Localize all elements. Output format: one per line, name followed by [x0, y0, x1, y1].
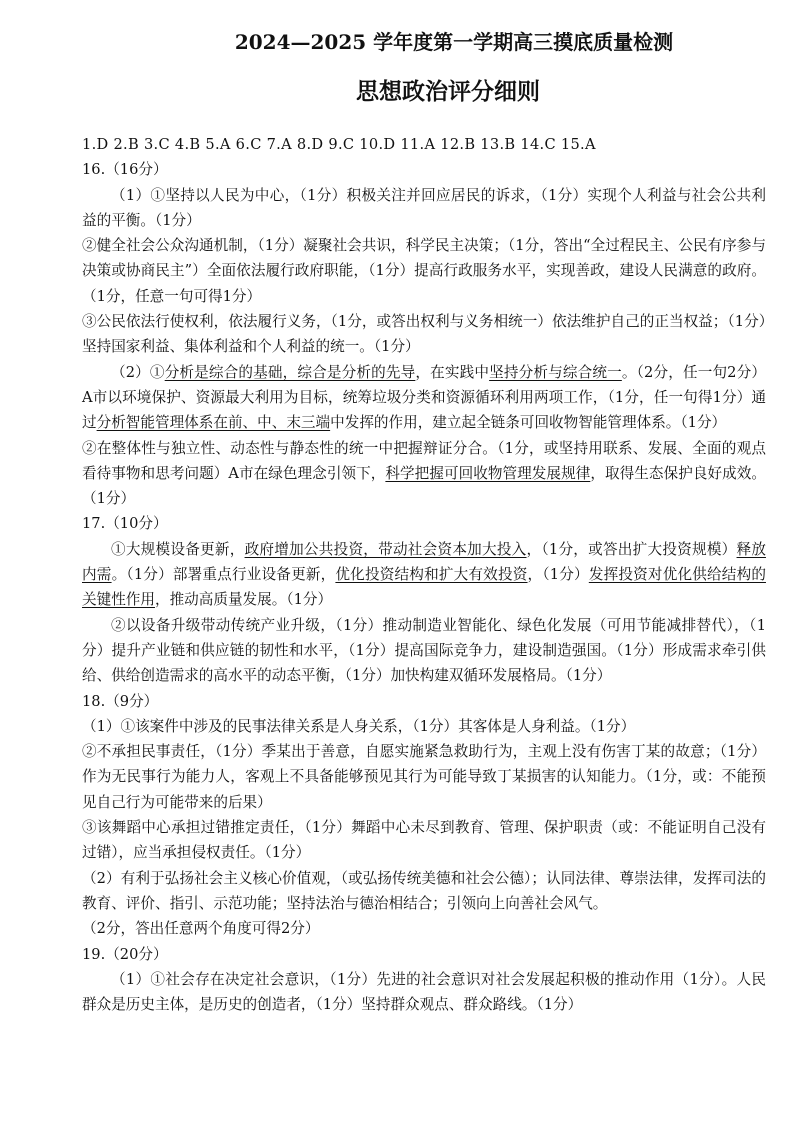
q16-p5-underline-1: 科学把握可回收物管理发展规律	[385, 464, 591, 482]
q18-part2: （2）有利于弘扬社会主义核心价值观，（或弘扬传统美德和社会公德）；认同法律、尊崇法律，发挥司法的教育、评价、指引、示范功能；坚持法治与德治相结合；引领向上向善社会风气。	[82, 869, 766, 912]
q18-part1-point3: ③该舞蹈中心承担过错推定责任，（1分）舞蹈中心未尽到教育、管理、保护职责（或：不能证明自己没有过错），应当承担侵权责任。（1分）	[82, 819, 766, 862]
q16-p4-underline-3: 分析智能管理体系在前、中、末三端	[96, 414, 331, 432]
q17-p1-text-e: ，推动高质量发展。（1分）	[154, 591, 333, 609]
q18-part1-point1: （1）①该案件中涉及的民事法律关系是人身关系，（1分）其客体是人身利益。（1分）	[82, 717, 636, 735]
q18-part2-scoring-note: （2分，答出任意两个角度可得2分）	[82, 920, 320, 938]
q16-p5-text-a: ②在整体性与独立性、动态性与静态性的统一中把握辩证分合。（1分，或坚持用联系、发展、全面的观点看待事物和思考问题）A市在绿色理念引领下，	[82, 439, 766, 482]
q16-p4-underline-2: 坚持分析与综合统一	[489, 363, 622, 381]
q16-p4-text-c: 。（2分，任一句2分）A市以环境保护、资源最大利用为目标，统筹垃圾分类和资源循环利用两项工作，（1分，任一句得1分）通过	[82, 363, 766, 432]
q17-heading: 17.（10分）	[82, 515, 168, 533]
q17-p1-text-a: ①大规模设备更新，	[111, 540, 245, 558]
q16-part1-point2: ②健全社会公众沟通机制，（1分）凝聚社会共识，科学民主决策；（1分，答出“全过程民主、公民有序参与决策或协商民主”）全面依法履行政府职能，（1分）提高行政服务水平，实现善政，建设人民满意的政府。（1分，任意一句可得1分）	[82, 237, 766, 305]
q16-part2-point2	[82, 436, 766, 512]
q17-p1-text-d: ，（1分）	[527, 566, 589, 584]
q16-p5-text-b: ，取得生态保护良好成效。（1分）	[82, 464, 766, 508]
q16-heading: 16.（16分）	[82, 161, 168, 179]
q17-p1-underline-1: 政府增加公共投资，带动社会资本加大投入	[244, 540, 527, 558]
page-subtitle: 思想政治评分细则	[356, 78, 540, 105]
q17-p1-underline-2: 释放内需	[82, 540, 766, 584]
q16-p4-text-d: 中发挥的作用，建立起全链条可回收物智能管理体系。（1分）	[330, 414, 727, 432]
q18-part1-point2: ②不承担民事责任，（1分）季某出于善意，自愿实施紧急救助行为，主观上没有伤害丁某的故意；（1分）作为无民事行为能力人，客观上不具备能够预见其行为可能导致丁某损害的认知能力。（1分，或：不能预见自己行为可能带来的后果）	[82, 743, 766, 811]
q17-p1-text-c: 。（1分）部署重点行业设备更新，	[111, 566, 336, 584]
page-title: 2024—2025 学年度第一学期高三摸底质量检测	[234, 30, 674, 54]
q16-part1-point3: ③公民依法行使权利，依法履行义务，（1分，或答出权利与义务相统一）依法维护自己的正当权益；（1分）坚持国家利益、集体利益和个人利益的统一。（1分）	[82, 313, 766, 356]
q17-point1	[82, 537, 766, 613]
q16-p4-text-b: ，在实践中	[415, 363, 490, 381]
q16-p4-underline-1: 分析是综合的基础，综合是分析的先导	[164, 363, 416, 381]
q19-part1-point1: （1）①社会存在决定社会意识，（1分）先进的社会意识对社会发展起积极的推动作用（1分）。人民群众是历史主体，是历史的创造者，（1分）坚持群众观点、群众路线。（1分）	[82, 970, 766, 1014]
q16-p4-text-a: （2）①	[111, 363, 165, 381]
q16-part1-point1: （1）①坚持以人民为中心，（1分）积极关注并回应居民的诉求，（1分）实现个人利益与社会公共利益的平衡。（1分）	[82, 186, 766, 229]
q18-heading: 18.（9分）	[82, 692, 159, 710]
q19-heading: 19.（20分）	[82, 945, 168, 963]
q17-point2: ②以设备升级带动传统产业升级，（1分）推动制造业智能化、绿色化发展（可用节能减排替代），（1分）提升产业链和供应链的韧性和水平，（1分）提高国际竞争力，建设制造强国。（1分）形成需求牵引供给、供给创造需求的高水平的动态平衡，（1分）加快构建双循环发展格局。（1分）	[82, 616, 766, 685]
q17-p1-underline-4: 发挥投资对优化供给结构的关键性作用	[82, 566, 766, 609]
q17-p1-text-b: ，（1分，或答出扩大投资规模）	[526, 540, 737, 558]
choice-answers: 1.D 2.B 3.C 4.B 5.A 6.C 7.A 8.D 9.C 10.D 11.A 12.B 13.B 14.C 15.A	[82, 136, 596, 153]
q17-p1-underline-3: 优化投资结构和扩大有效投资	[335, 566, 528, 584]
q16-part2-point1	[82, 360, 766, 436]
